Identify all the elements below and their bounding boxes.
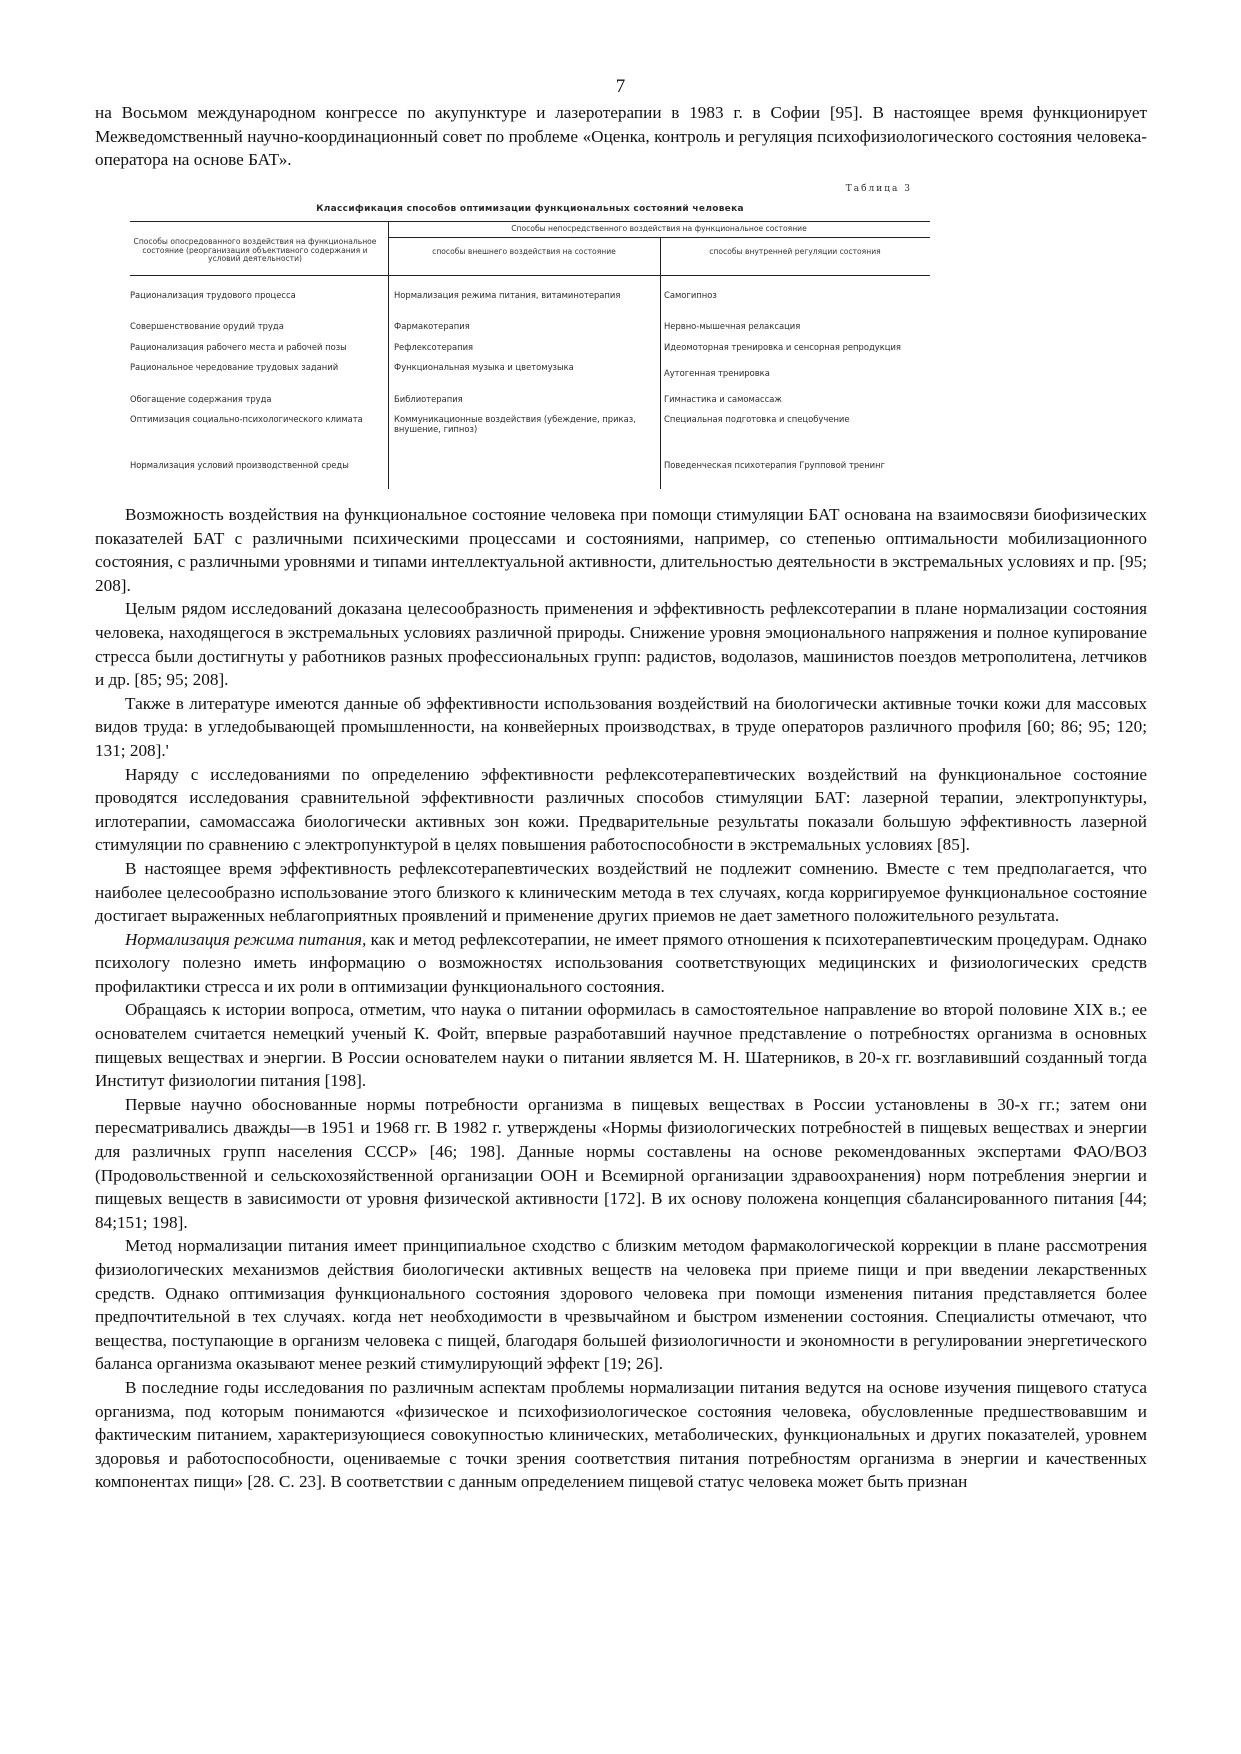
table-cell: Совершенствование орудий труда (130, 321, 284, 331)
paragraph: Также в литературе имеются данные об эффективности использования воздействий на биологически активные точки кожи для массовых видов труда: в угледобывающей промышленности, на конвейерных производствах, в труде операторов различного профиля [60; 86; 95; 120; 131; 208].' (95, 693, 1147, 760)
intro-text (95, 101, 1147, 172)
table-cell: Оптимизация социально-психологического климата (130, 414, 363, 424)
table-cell: Обогащение содержания труда (130, 394, 272, 404)
table-cell: Самогипноз (664, 290, 717, 300)
table-cell: Нормализация режима питания, витаминотерапия (394, 290, 621, 300)
table-cell: Рефлексотерапия (394, 342, 474, 352)
paragraph: Метод нормализации питания имеет принципиальное сходство с близким методом фармакологической коррекции в плане рассмотрения физиологических механизмов действия биологически активных веществ на человека при приеме пищи и при введении лекарственных средств. Однако оптимизация функционального состояния здорового человека при помощи изменения питания представляется более предпочтительной в тех случаях. когда нет необходимости в чрезвычайном и быстром изменении состояния. Специалисты отмечают, что вещества, поступающие в организм человека с пищей, благодаря большей физиологичности и экономности в регулировании энергетического баланса организма оказывают менее резкий стимулирующий эффект [19; 26]. (95, 1236, 1147, 1374)
table-cell: Идеомоторная тренировка и сенсорная репродукция (664, 342, 901, 352)
table-header-col1: Способы опосредованного воздействия на функциональное состояние (реорганизация объективного содержания и условий деятельности) (133, 237, 377, 264)
table-header-group: Способы непосредственного воздействия на функциональное состояние (511, 224, 807, 233)
paragraph: В последние годы исследования по различным аспектам проблемы нормализации питания ведутся на основе изучения пищевого статуса организма, под которым понимаются «физическое и психофизиологическое состояния человека, обусловленные предшествовавшим и фактическим питанием, характеризующиеся совокупностью клинических, метаболических, функциональных и других показателей, уровнем здоровья и работоспособности, оцениваемые с точки зрения соответствия питания потребностям организма в энергии и качественных компонентах пищи» [28. С. 23]. В соответствии с данным определением пищевой статус человека может быть признан (95, 1377, 1147, 1492)
table-header-rule (130, 275, 930, 276)
table-cell: Рациональное чередование трудовых заданий (130, 362, 339, 372)
table-cell: Функциональная музыка и цветомузыка (394, 362, 574, 372)
paragraph: В настоящее время эффективность рефлексотерапевтических воздействий не подлежит сомнению. Вместе с тем предполагается, что наиболее целесообразно использование этого близкого к клиническим метода в тех случаях, когда корригируемое функциональное состояние достигает выраженных неблагоприятных проявлений и применение других приемов не дает заметного положительного результата. (95, 858, 1147, 926)
paragraph: на Восьмом международном конгрессе по акупунктуре и лазеротерапии в 1983 г. в Софии [95]. В настоящее время функционирует Межведомственный научно-координационный совет по проблеме «Оценка, контроль и регуляция психофизиологического состояния человека-оператора на основе БАТ». (95, 103, 1147, 170)
paragraph: Обращаясь к истории вопроса, отметим, что наука о питании оформилась в самостоятельное направление во второй половине XIX в.; ее основателем считается немецкий ученый К. Фойт, впервые разработавший научное представление о потребностях организма в основных пищевых веществах и энергии. В России основателем науки о питании является М. Н. Шатерников, в 20-х гг. возглавивший созданный тогда Институт физиологии питания [198]. (95, 1000, 1147, 1091)
main-text (95, 503, 1147, 1494)
table-header-col2: способы внешнего воздействия на состояние (432, 247, 616, 256)
table-cell: Коммуникационные воздействия (убеждение, приказ, внушение, гипноз) (394, 414, 636, 434)
table-cell: Нормализация условий производственной среды (130, 460, 349, 470)
table-column-divider (660, 237, 661, 489)
table-top-rule (130, 221, 930, 222)
table-group-rule (388, 237, 930, 238)
table-label: Таблица 3 (845, 184, 912, 194)
table-cell: Аутогенная тренировка (664, 368, 770, 378)
italic-term: Нормализация режима питания, (125, 929, 367, 949)
paragraph (95, 928, 1147, 999)
table-cell: Поведенческая психотерапия Групповой тренинг (664, 460, 885, 470)
table-cell: Фармакотерапия (394, 321, 470, 331)
table-column-divider (388, 221, 389, 489)
table-header-col3: способы внутренней регуляции состояния (709, 247, 881, 256)
table-title: Классификация способов оптимизации функциональных состояний человека (316, 204, 744, 214)
classification-table (130, 180, 930, 492)
paragraph-text: как и метод рефлексотерапии, не имеет прямого отношения к психотерапевтическим процедурам. Однако психологу полезно иметь информацию о возможностях использования соответствующих медицинских и физиологических средств профилактики стресса и их роли в оптимизации функционального состояния. (95, 929, 1147, 996)
table-cell: Нервно-мышечная релаксация (664, 321, 801, 331)
paragraph: Наряду с исследованиями по определению эффективности рефлексотерапевтических воздействий на функциональное состояние проводятся исследования сравнительной эффективности различных способов стимуляции БАТ: лазерной терапии, электропунктуры, иглотерапии, самомассажа биологически активных зон кожи. Предварительные результаты показали большую эффективность лазерной стимуляции по сравнению с электропунктурой в целях повышения работоспособности в экстремальных условиях [85]. (95, 764, 1147, 855)
table-cell: Специальная подготовка и спецобучение (664, 414, 850, 424)
table-cell: Рационализация рабочего места и рабочей позы (130, 342, 347, 352)
paragraph: Возможность воздействия на функциональное состояние человека при помощи стимуляции БАТ основана на взаимосвязи биофизических показателей БАТ с различными психическими процессами и состояниями, например, со степенью оптимальности мобилизационного состояния, с различными уровнями и типами интеллектуальной активности, длительностью деятельности в экстремальных условиях и пр. [95; 208]. (95, 505, 1147, 595)
table-cell: Библиотерапия (394, 394, 463, 404)
paragraph: Целым рядом исследований доказана целесообразность применения и эффективность рефлексотерапии в плане нормализации состояния человека, находящегося в экстремальных условиях различной природы. Снижение уровня эмоционального напряжения и полное купирование стресса были достигнуты у работников разных профессиональных групп: радистов, водолазов, машинистов поездов метрополитена, летчиков и др. [85; 95; 208]. (95, 599, 1147, 690)
paragraph: Первые научно обоснованные нормы потребности организма в пищевых веществах в России установлены в 30-х гг.; затем они пересматривались дважды—в 1951 и 1968 гг. В 1982 г. утверждены «Нормы физиологических потребностей в пищевых веществах и энергии для различных групп населения СССР» [46; 198]. Данные нормы составлены на основе рекомендованных экспертами ФАО/ВОЗ (Продовольственной и сельскохозяйственной организации ООН и Всемирной организации здравоохранения) норм потребления энергии и пищевых веществ в зависимости от уровня физической активности [172]. В их основу положена концепция сбалансированного питания [44; 84;151; 198]. (95, 1094, 1147, 1232)
table-cell: Гимнастика и самомассаж (664, 394, 782, 404)
table-cell: Рационализация трудового процесса (130, 290, 296, 300)
page-number: 7 (615, 76, 626, 97)
